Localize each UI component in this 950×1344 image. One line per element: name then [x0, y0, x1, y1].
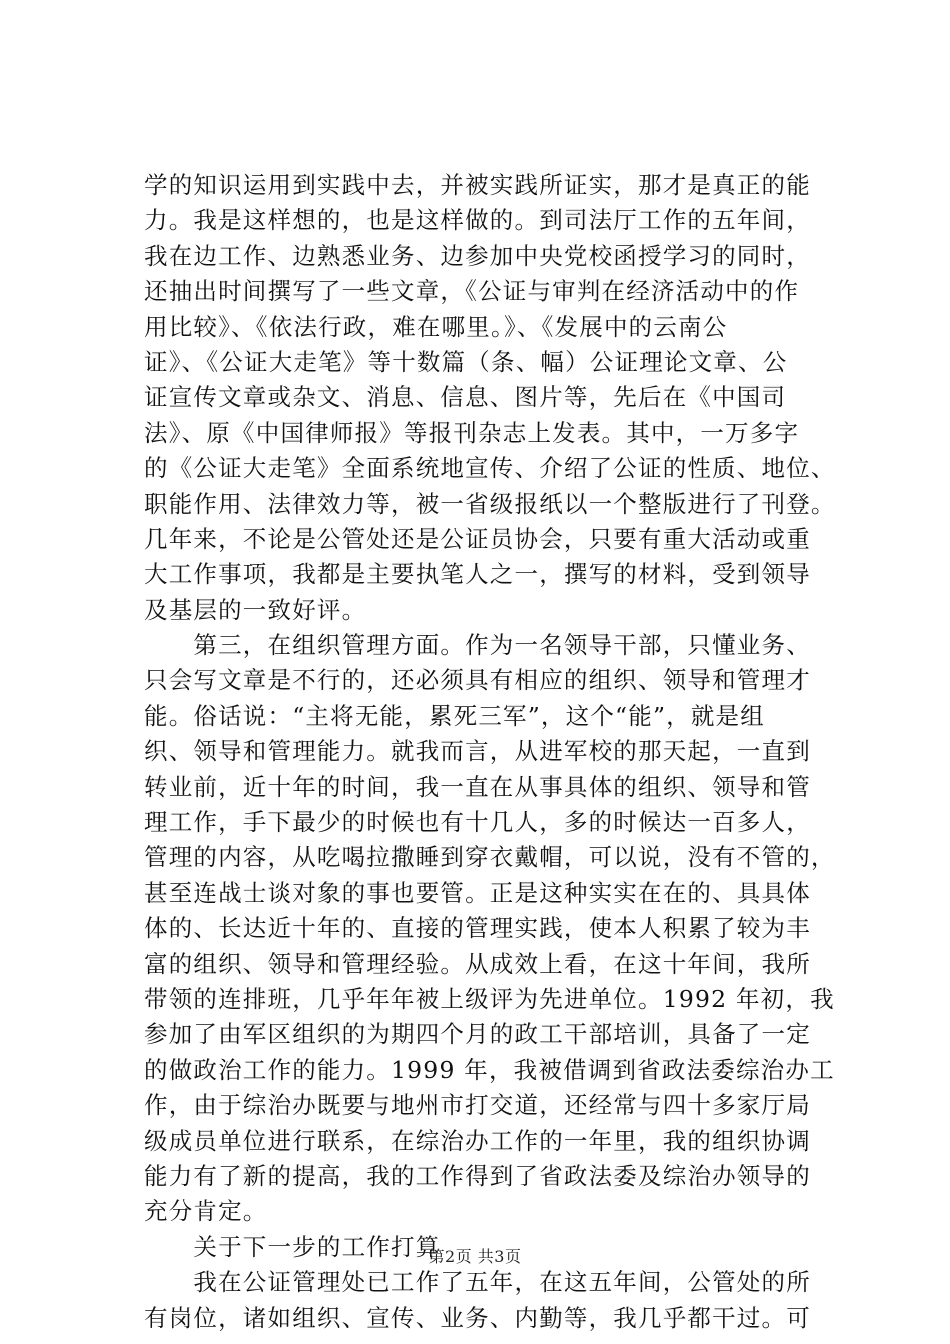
text-line: 富的组织、领导和管理经验。从成效上看，在这十年间，我所: [144, 949, 811, 978]
text-line: 管理的内容，从吃喝拉撒睡到穿衣戴帽，可以说，没有不管的，: [144, 843, 836, 872]
text-line: 第三，在组织管理方面。作为一名领导干部，只懂业务、: [144, 631, 811, 660]
text-line: 能。俗话说：“主将无能，累死三军”，这个“能”，就是组: [144, 701, 765, 730]
text-line: 力。我是这样想的，也是这样做的。到司法厅工作的五年间，: [144, 206, 811, 235]
text-line: 几年来，不论是公管处还是公证员协会，只要有重大活动或重: [144, 524, 811, 553]
text-line: 只会写文章是不行的，还必须具有相应的组织、领导和管理才: [144, 666, 811, 695]
text-line: 用比较》、《依法行政，难在哪里。》、《发展中的云南公: [144, 312, 728, 341]
text-line: 我在公证管理处已工作了五年，在这五年间，公管处的所: [144, 1268, 811, 1297]
text-line: 甚至连战士谈对象的事也要管。正是这种实实在在的、具具体: [144, 878, 811, 907]
text-line: 还抽出时间撰写了一些文章，《公证与审判在经济活动中的作: [144, 277, 800, 306]
page-footer: 第2页 共3页: [428, 1247, 522, 1266]
text-line: 参加了由军区组织的为期四个月的政工干部培训，具备了一定: [144, 1020, 811, 1049]
text-line: 转业前，近十年的时间，我一直在从事具体的组织、领导和管: [144, 772, 811, 801]
text-line: 有岗位，诸如组织、宣传、业务、内勤等，我几乎都干过。可: [144, 1303, 811, 1332]
text-line: 能力有了新的提高，我的工作得到了省政法委及综治办领导的: [144, 1161, 811, 1190]
text-line: 学的知识运用到实践中去，并被实践所证实，那才是真正的能: [144, 171, 811, 199]
text-line: 我在边工作、边熟悉业务、边参加中央党校函授学习的同时，: [144, 241, 811, 270]
text-line: 的《公证大走笔》全面系统地宣传、介绍了公证的性质、地位、: [144, 454, 836, 483]
text-line: 关于下一步的工作打算: [144, 1232, 441, 1261]
text-line: 带领的连排班，几乎年年被上级评为先进单位。1992 年初，我: [144, 984, 835, 1013]
text-line: 的做政治工作的能力。1999 年，我被借调到省政法委综治办工: [144, 1055, 835, 1084]
text-line: 证》、《公证大走笔》等十数篇（条、幅）公证理论文章、公: [144, 347, 788, 376]
text-line: 法》、原《中国律师报》等报刊杂志上发表。其中，一万多字: [144, 418, 800, 447]
text-line: 作，由于综治办既要与地州市打交道，还经常与四十多家厅局: [144, 1091, 811, 1120]
text-line: 充分肯定。: [144, 1197, 268, 1226]
text-line: 及基层的一致好评。: [144, 595, 367, 624]
text-line: 大工作事项，我都是主要执笔人之一，撰写的材料，受到领导: [144, 560, 811, 589]
text-line: 级成员单位进行联系，在综治办工作的一年里，我的组织协调: [144, 1126, 811, 1155]
text-line: 理工作，手下最少的时候也有十几人，多的时候达一百多人，: [144, 808, 811, 837]
document-body: [144, 168, 844, 1336]
text-line: 证宣传文章或杂文、消息、信息、图片等，先后在《中国司: [144, 383, 787, 412]
text-line: 织、领导和管理能力。就我而言，从进军校的那天起，一直到: [144, 737, 811, 766]
text-line: 职能作用、法律效力等，被一省级报纸以一个整版进行了刊登。: [144, 489, 836, 518]
text-line: 体的、长达近十年的、直接的管理实践，使本人积累了较为丰: [144, 914, 811, 943]
